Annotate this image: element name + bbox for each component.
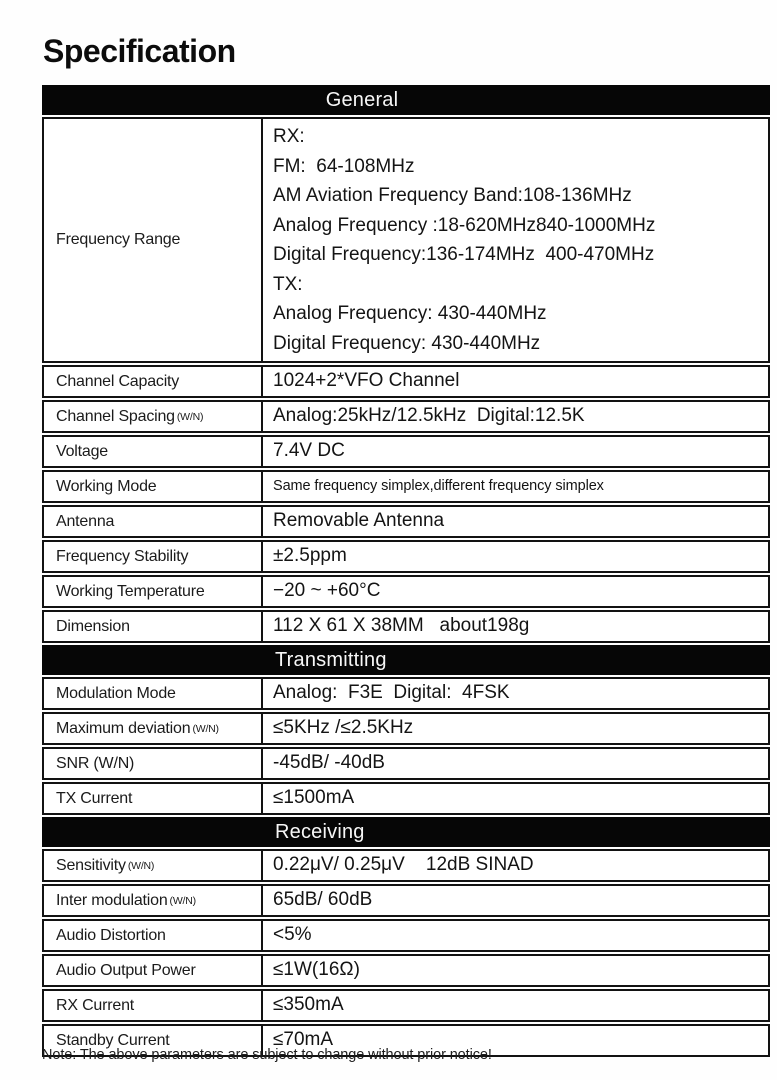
spec-row — [42, 575, 770, 608]
spec-row — [42, 610, 770, 643]
row-label: Channel Capacity — [44, 367, 263, 396]
row-value: Same frequency simplex,different frequency simplex — [273, 477, 604, 494]
row-label: TX Current — [44, 784, 263, 813]
spec-row — [42, 919, 770, 952]
row-label: Modulation Mode — [44, 679, 263, 708]
row-label: Audio Distortion — [44, 921, 263, 950]
row-label: Dimension — [44, 612, 263, 641]
row-value: ≤1500mA — [273, 787, 355, 809]
row-value-line: Digital Frequency:136-174MHz 400-470MHz — [273, 244, 655, 265]
row-value: ≤350mA — [273, 994, 344, 1016]
spec-row — [42, 954, 770, 987]
row-label: Inter modulation (W/N) — [44, 886, 263, 915]
row-label: Voltage — [44, 437, 263, 466]
row-value: 112 X 61 X 38MM about198g — [273, 615, 530, 637]
section-header-transmitting: Transmitting — [42, 645, 770, 675]
row-label: Sensitivity (W/N) — [44, 851, 263, 880]
section-header-general: General — [42, 85, 770, 115]
spec-row — [42, 540, 770, 573]
row-value-line: RX: — [273, 126, 305, 147]
footnote: Note: The above parameters are subject to change without prior notice! — [42, 1047, 492, 1063]
row-label: Maximum deviation (W/N) — [44, 714, 263, 743]
row-value — [263, 119, 768, 361]
row-value: 0.22μV/ 0.25μV 12dB SINAD — [273, 854, 534, 876]
spec-row — [42, 505, 770, 538]
row-value-line: AM Aviation Frequency Band:108-136MHz — [273, 185, 632, 206]
row-value: 1024+2*VFO Channel — [273, 370, 460, 392]
row-value: ≤70mA — [273, 1029, 334, 1051]
row-label-wn-suffix: (W/N) — [127, 859, 155, 872]
spec-row — [42, 782, 770, 815]
row-label-wn-suffix: (W/N) — [192, 722, 219, 735]
row-value: <5% — [273, 924, 312, 946]
row-label: Frequency Stability — [44, 542, 263, 571]
row-label: RX Current — [44, 991, 263, 1020]
spec-row — [42, 435, 770, 468]
row-label: Antenna — [44, 507, 263, 536]
row-value: ±2.5ppm — [273, 545, 347, 567]
row-label: Standby Current — [44, 1026, 263, 1055]
spec-row — [42, 989, 770, 1022]
spec-row — [42, 677, 770, 710]
row-value: Analog: F3E Digital: 4FSK — [273, 682, 510, 704]
row-label-wn-suffix: (W/N) — [169, 894, 196, 907]
spec-row — [42, 747, 770, 780]
section-header-receiving: Receiving — [42, 817, 770, 847]
row-value: -45dB/ -40dB — [273, 752, 385, 774]
row-label: SNR (W/N) — [44, 749, 263, 778]
spec-table — [42, 85, 770, 1057]
spec-row — [42, 365, 770, 398]
row-value: −20 ~ +60°C — [273, 580, 381, 602]
row-value: ≤1W(16Ω) — [273, 959, 360, 981]
row-value-line: Analog Frequency: 430-440MHz — [273, 303, 547, 324]
row-value-line: FM: 64-108MHz — [273, 155, 415, 177]
spec-row — [42, 849, 770, 882]
spec-row — [42, 884, 770, 917]
row-value: Removable Antenna — [273, 510, 445, 532]
row-value: 7.4V DC — [273, 440, 345, 462]
row-label: Channel Spacing (W/N) — [44, 402, 263, 431]
page-title: Specification — [43, 33, 236, 69]
row-label: Working Temperature — [44, 577, 263, 606]
row-label: Audio Output Power — [44, 956, 263, 985]
row-value: Analog:25kHz/12.5kHz Digital:12.5K — [273, 405, 585, 427]
row-label-wn-suffix: (W/N) — [176, 410, 204, 423]
spec-row — [42, 470, 770, 503]
row-value: 65dB/ 60dB — [273, 889, 373, 911]
row-label: Frequency Range — [44, 119, 263, 361]
spec-row — [42, 400, 770, 433]
row-label: Working Mode — [44, 472, 263, 501]
row-value-line: TX: — [273, 273, 303, 295]
row-value-line: Analog Frequency :18-620MHz840-1000MHz — [273, 214, 656, 236]
spec-row — [42, 712, 770, 745]
spec-row — [42, 117, 770, 363]
row-value-line: Digital Frequency: 430-440MHz — [273, 332, 541, 354]
row-value: ≤5KHz /≤2.5KHz — [273, 717, 414, 739]
